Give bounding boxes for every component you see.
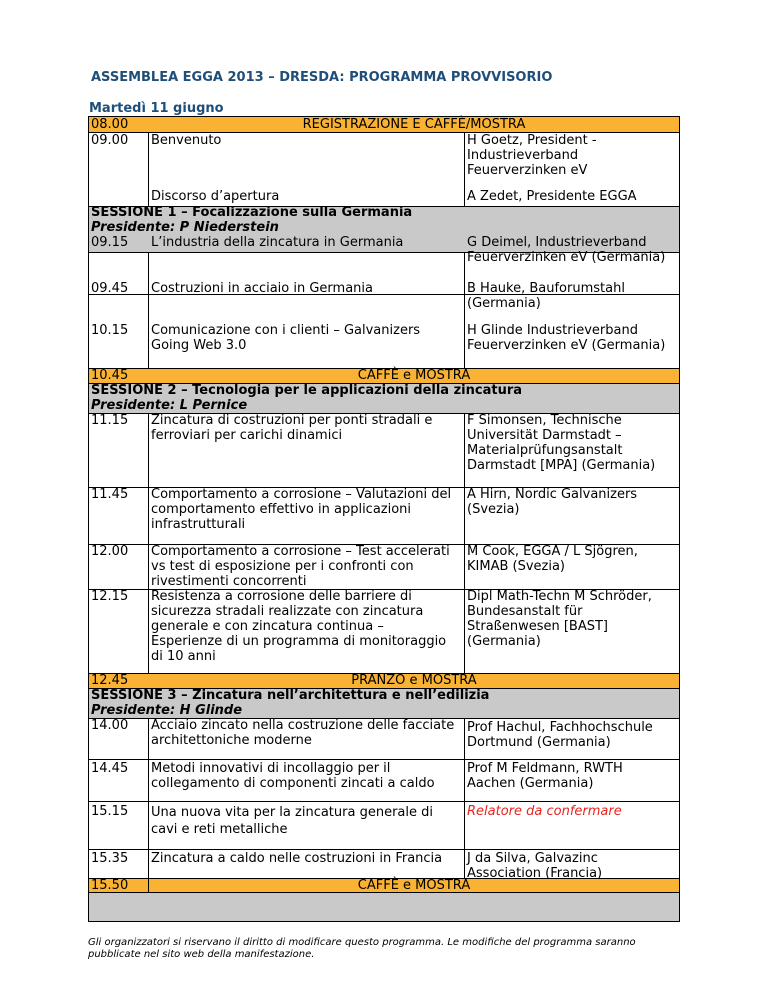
time-1045: 10.45	[91, 368, 129, 383]
time-1400: 14.00	[91, 718, 129, 733]
time-1515: 15.15	[91, 804, 129, 819]
time-1445: 14.45	[91, 761, 129, 776]
welcome-topic: Benvenuto	[151, 133, 222, 148]
session-1-chair: Presidente: P Niederstein	[91, 220, 279, 235]
talk-speaker: Prof Hachul, Fachhochschule Dortmund (Germania)	[467, 720, 653, 750]
talk-speaker: G Deimel, Industrieverband Feuerverzinken eV (Germania)	[467, 235, 666, 265]
time-1115: 11.15	[91, 413, 129, 428]
time-0915: 09.15	[91, 235, 129, 250]
talk-speaker: Prof M Feldmann, RWTH Aachen (Germania)	[467, 761, 623, 791]
session-1-title: SESSIONE 1 – Focalizzazione sulla Germania	[91, 205, 413, 220]
time-1215: 12.15	[91, 589, 129, 604]
time-0945: 09.45	[91, 281, 129, 296]
talk-topic: L’industria della zincatura in Germania	[151, 235, 404, 250]
session-2-title: SESSIONE 2 – Tecnologia per le applicazioni della zincatura	[91, 383, 523, 398]
footnote: Gli organizzatori si riservano il diritto di modificare questo programma. Le modifiche del programma saranno pubblicate nel sito web della manifestazione.	[88, 937, 636, 960]
talk-speaker: A Hirn, Nordic Galvanizers (Svezia)	[467, 487, 638, 517]
talk-speaker: B Hauke, Bauforumstahl (Germania)	[467, 281, 625, 311]
talk-speaker: H Glinde Industrieverband Feuerverzinken eV (Germania)	[467, 323, 666, 353]
time-0900: 09.00	[91, 133, 129, 148]
day-heading: Martedì 11 giugno	[89, 101, 224, 116]
talk-topic: Resistenza a corrosione delle barriere di sicurezza stradali realizzate con zincatura generale e con zincatura continua – Esperienze di un programma di monitoraggio di 10 anni	[151, 589, 447, 664]
time-0800: 08.00	[91, 117, 129, 132]
talk-speaker: J da Silva, Galvazinc Association (Francia)	[467, 851, 603, 881]
talk-topic: Comportamento a corrosione – Test accelerati vs test di esposizione per i confronti con rivestimenti concorrenti	[151, 544, 450, 589]
closing-band	[88, 892, 680, 922]
coffee-break-label: CAFFÈ e MOSTRA	[357, 368, 471, 383]
time-1200: 12.00	[91, 544, 129, 559]
time-1535: 15.35	[91, 851, 129, 866]
talk-speaker: Dipl Math-Techn M Schröder, Bundesanstalt für Straßenwesen [BAST] (Germania)	[467, 589, 652, 649]
talk-topic: Zincatura di costruzioni per ponti stradali e ferroviari per carichi dinamici	[151, 413, 433, 443]
schedule-table	[88, 116, 680, 922]
time-1245: 12.45	[91, 673, 129, 688]
session-3-chair: Presidente: H Glinde	[91, 703, 243, 718]
talk-topic: Una nuova vita per la zincatura generale di cavi e reti metalliche	[151, 805, 433, 837]
time-1145: 11.45	[91, 487, 129, 502]
opening-speech-topic: Discorso d’apertura	[151, 189, 280, 204]
time-1015: 10.15	[91, 323, 129, 338]
registration-label: REGISTRAZIONE E CAFFÈ/MOSTRA	[302, 117, 526, 132]
talk-speaker: F Simonsen, Technische Universität Darmstadt – Materialprüfungsanstalt Darmstadt [MPA] (Germania)	[467, 413, 656, 473]
talk-speaker: M Cook, EGGA / L Sjögren, KIMAB (Svezia)	[467, 544, 638, 574]
talk-topic: Metodi innovativi di incollaggio per il collegamento di componenti zincati a caldo	[151, 761, 435, 791]
coffee-break-label: CAFFÈ e MOSTRA	[357, 878, 471, 893]
welcome-speaker: H Goetz, President - Industrieverband Feuerverzinken eV	[467, 133, 597, 178]
talk-topic: Acciaio zincato nella costruzione delle facciate architettoniche moderne	[151, 718, 455, 748]
talk-topic: Comportamento a corrosione – Valutazioni del comportamento effettivo in applicazioni infrastrutturali	[151, 487, 452, 532]
session-2-chair: Presidente: L Pernice	[91, 398, 248, 413]
talk-topic: Costruzioni in acciaio in Germania	[151, 281, 373, 296]
opening-speech-speaker: A Zedet, Presidente EGGA	[467, 189, 637, 204]
lunch-break-label: PRANZO e MOSTRA	[351, 673, 477, 688]
speaker-tbc: Relatore da confermare	[467, 804, 622, 819]
document-title: ASSEMBLEA EGGA 2013 – DRESDA: PROGRAMMA PROVVISORIO	[91, 70, 553, 85]
talk-topic: Zincatura a caldo nelle costruzioni in Francia	[151, 851, 443, 866]
talk-topic: Comunicazione con i clienti – Galvanizers Going Web 3.0	[151, 323, 421, 353]
time-1550: 15.50	[91, 878, 129, 893]
session-3-title: SESSIONE 3 – Zincatura nell’architettura e nell’edilizia	[91, 688, 490, 703]
